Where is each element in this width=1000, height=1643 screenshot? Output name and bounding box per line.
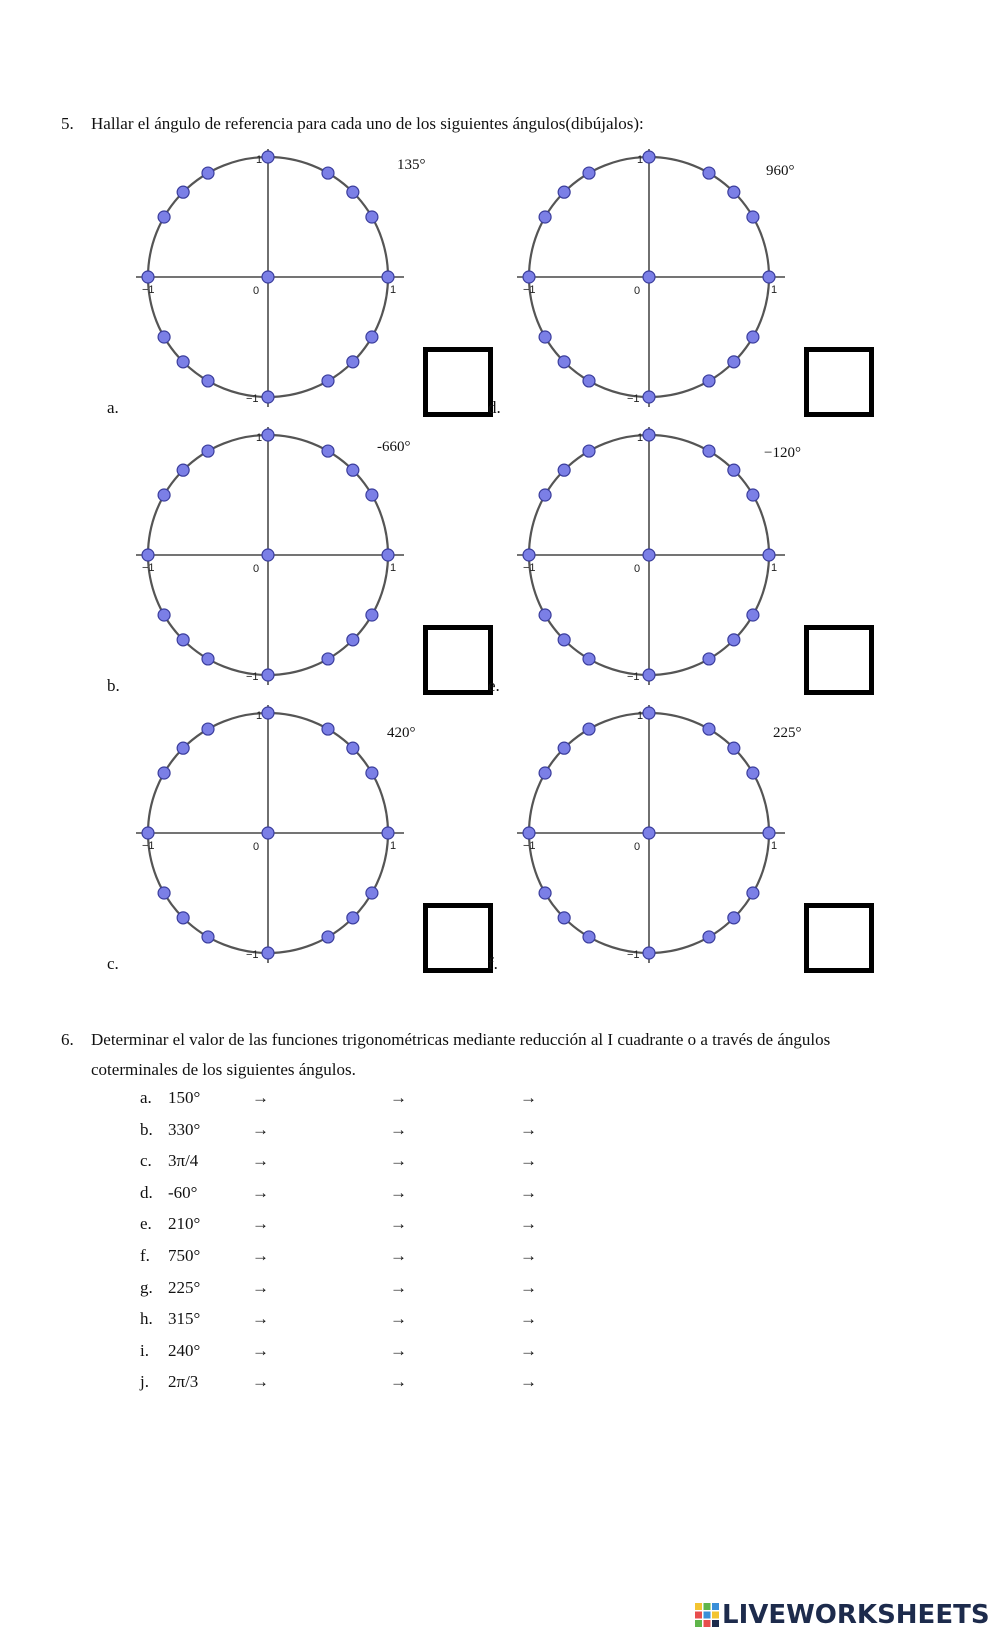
angle-point[interactable]: [728, 742, 740, 754]
liveworksheets-logo-icon: [694, 1602, 720, 1628]
angle-point[interactable]: [347, 634, 359, 646]
angle-point[interactable]: [322, 445, 334, 457]
origin-point[interactable]: [643, 549, 655, 561]
angle-point[interactable]: [539, 211, 551, 223]
item-letter: i.: [140, 1340, 149, 1360]
unit-circle[interactable]: [488, 153, 808, 418]
angle-point[interactable]: [177, 356, 189, 368]
angle-point[interactable]: [703, 375, 715, 387]
angle-point[interactable]: [262, 707, 274, 719]
angle-point[interactable]: [539, 331, 551, 343]
angle-point[interactable]: [202, 167, 214, 179]
axis-tick-label: −1: [142, 562, 155, 574]
item-letter: f.: [140, 1245, 150, 1265]
arrow-1: →: [252, 1182, 269, 1202]
arrow-2: →: [390, 1277, 407, 1297]
angle-point[interactable]: [177, 912, 189, 924]
unit-circle[interactable]: [488, 431, 808, 696]
angle-point[interactable]: [523, 271, 535, 283]
arrow-3: →: [520, 1119, 537, 1139]
unit-circle[interactable]: [107, 431, 427, 696]
arrow-2: →: [390, 1340, 407, 1360]
axis-tick-label: 1: [637, 710, 644, 722]
angle-point[interactable]: [558, 634, 570, 646]
angle-point[interactable]: [747, 211, 759, 223]
item-angle: -60°: [168, 1182, 198, 1202]
answer-input-box[interactable]: [423, 347, 493, 417]
angle-label: 225°: [773, 725, 802, 741]
unit-circle[interactable]: [107, 153, 427, 418]
angle-point[interactable]: [728, 912, 740, 924]
axis-tick-label: −1: [523, 562, 536, 574]
axis-tick-label: −1: [523, 840, 536, 852]
origin-point[interactable]: [262, 271, 274, 283]
axis-tick-label: −1: [627, 949, 640, 961]
angle-point[interactable]: [703, 445, 715, 457]
angle-point[interactable]: [202, 375, 214, 387]
axis-tick-label: −1: [246, 671, 259, 683]
angle-point[interactable]: [558, 356, 570, 368]
arrow-3: →: [520, 1151, 537, 1171]
arrow-2: →: [390, 1372, 407, 1392]
angle-point[interactable]: [347, 912, 359, 924]
angle-point[interactable]: [347, 356, 359, 368]
arrow-1: →: [252, 1151, 269, 1171]
axis-tick-label: 0: [253, 563, 260, 575]
axis-tick-label: 1: [256, 710, 263, 722]
arrow-3: →: [520, 1277, 537, 1297]
answer-input-box[interactable]: [423, 903, 493, 973]
angle-point[interactable]: [728, 634, 740, 646]
angle-point[interactable]: [347, 742, 359, 754]
unit-circle-panel: [107, 153, 487, 423]
footer-brand: [694, 1600, 990, 1630]
item-letter: d.: [140, 1182, 153, 1202]
angle-point[interactable]: [382, 549, 394, 561]
angle-point[interactable]: [366, 489, 378, 501]
angle-label: 135°: [397, 157, 426, 173]
item-angle: 225°: [168, 1277, 201, 1297]
unit-circle[interactable]: [488, 709, 808, 974]
axis-tick-label: 0: [253, 841, 260, 853]
angle-point[interactable]: [262, 947, 274, 959]
angle-point[interactable]: [763, 549, 775, 561]
angle-point[interactable]: [643, 707, 655, 719]
angle-point[interactable]: [177, 634, 189, 646]
axis-tick-label: −1: [142, 840, 155, 852]
angle-point[interactable]: [142, 827, 154, 839]
item-letter: e.: [140, 1214, 152, 1234]
angle-point[interactable]: [158, 887, 170, 899]
axis-tick-label: −1: [627, 393, 640, 405]
angle-point[interactable]: [747, 489, 759, 501]
angle-point[interactable]: [703, 167, 715, 179]
angle-point[interactable]: [322, 723, 334, 735]
angle-point[interactable]: [347, 186, 359, 198]
origin-point[interactable]: [643, 271, 655, 283]
item-angle: 330°: [168, 1119, 201, 1139]
item-letter: a.: [140, 1088, 152, 1107]
angle-point[interactable]: [747, 609, 759, 621]
angle-point[interactable]: [262, 669, 274, 681]
arrow-3: →: [520, 1309, 537, 1329]
answer-input-box[interactable]: [804, 347, 874, 417]
item-angle: 750°: [168, 1245, 201, 1265]
angle-point[interactable]: [366, 767, 378, 779]
angle-point[interactable]: [322, 375, 334, 387]
angle-point[interactable]: [539, 887, 551, 899]
angle-point[interactable]: [558, 186, 570, 198]
panel-letter: b.: [107, 676, 120, 695]
angle-label: -660°: [377, 439, 411, 455]
angle-point[interactable]: [728, 356, 740, 368]
angle-point[interactable]: [763, 271, 775, 283]
axis-tick-label: −1: [627, 671, 640, 683]
angle-label: 960°: [766, 163, 795, 179]
angle-point[interactable]: [366, 331, 378, 343]
axis-tick-label: 1: [771, 562, 778, 574]
angle-point[interactable]: [158, 609, 170, 621]
angle-point[interactable]: [539, 767, 551, 779]
item-angle: 240°: [168, 1340, 201, 1360]
axis-tick-label: −1: [523, 284, 536, 296]
angle-point[interactable]: [583, 445, 595, 457]
angle-point[interactable]: [583, 931, 595, 943]
arrow-2: →: [390, 1214, 407, 1234]
answer-input-box[interactable]: [804, 625, 874, 695]
arrow-2: →: [390, 1182, 407, 1202]
axis-tick-label: 0: [634, 841, 641, 853]
question-number: 5.: [61, 114, 74, 133]
axis-tick-label: 1: [771, 284, 778, 296]
angle-point[interactable]: [643, 429, 655, 441]
item-letter: c.: [140, 1151, 152, 1171]
angle-point[interactable]: [202, 653, 214, 665]
axis-tick-label: 1: [637, 154, 644, 166]
angle-point[interactable]: [322, 931, 334, 943]
angle-point[interactable]: [558, 464, 570, 476]
arrow-1: →: [252, 1245, 269, 1265]
angle-point[interactable]: [583, 723, 595, 735]
unit-circle-panel: [488, 431, 868, 701]
angle-point[interactable]: [158, 489, 170, 501]
question-text: Hallar el ángulo de referencia para cada uno de los siguientes ángulos(dibújalos):: [91, 114, 644, 133]
angle-point[interactable]: [763, 827, 775, 839]
answer-input-box[interactable]: [423, 625, 493, 695]
axis-tick-label: −1: [246, 949, 259, 961]
angle-point[interactable]: [142, 549, 154, 561]
angle-point[interactable]: [366, 887, 378, 899]
angle-point[interactable]: [382, 271, 394, 283]
arrow-1: →: [252, 1214, 269, 1234]
panel-letter: e.: [488, 676, 500, 695]
angle-point[interactable]: [158, 211, 170, 223]
arrow-2: →: [390, 1088, 407, 1107]
axis-tick-label: −1: [246, 393, 259, 405]
angle-point[interactable]: [747, 887, 759, 899]
arrow-1: →: [252, 1119, 269, 1139]
question-5-heading: [61, 109, 961, 139]
angle-point[interactable]: [202, 723, 214, 735]
panel-letter: a.: [107, 398, 119, 417]
question-text-line-1: Determinar el valor de las funciones trigonométricas mediante reducción al I cuadrante o a través de ángulos: [91, 1030, 831, 1049]
angle-point[interactable]: [643, 669, 655, 681]
angle-point[interactable]: [202, 931, 214, 943]
unit-circle[interactable]: [107, 709, 427, 974]
arrow-1: →: [252, 1277, 269, 1297]
unit-circle-panel: [107, 709, 487, 979]
angle-point[interactable]: [262, 151, 274, 163]
angle-point[interactable]: [382, 827, 394, 839]
unit-circle-panel: [488, 153, 868, 423]
arrow-2: →: [390, 1245, 407, 1265]
axis-tick-label: 1: [390, 840, 397, 852]
angle-point[interactable]: [747, 767, 759, 779]
axis-tick-label: −1: [142, 284, 155, 296]
angle-point[interactable]: [262, 391, 274, 403]
item-angle: 315°: [168, 1309, 201, 1329]
arrow-1: →: [252, 1088, 269, 1107]
angle-point[interactable]: [728, 186, 740, 198]
item-angle: 210°: [168, 1214, 201, 1234]
arrow-3: →: [520, 1214, 537, 1234]
item-letter: h.: [140, 1309, 153, 1329]
angle-point[interactable]: [158, 767, 170, 779]
arrow-3: →: [520, 1340, 537, 1360]
origin-point[interactable]: [262, 827, 274, 839]
arrow-1: →: [252, 1372, 269, 1392]
answer-input-box[interactable]: [804, 903, 874, 973]
angle-point[interactable]: [366, 609, 378, 621]
unit-circle-panel: [488, 709, 868, 979]
item-letter: j.: [140, 1372, 149, 1392]
angle-point[interactable]: [728, 464, 740, 476]
axis-tick-label: 1: [256, 432, 263, 444]
axis-tick-label: 0: [634, 563, 641, 575]
axis-tick-label: 1: [637, 432, 644, 444]
question-text-line-2: coterminales de los siguientes ángulos.: [91, 1060, 356, 1079]
angle-point[interactable]: [583, 653, 595, 665]
angle-point[interactable]: [523, 549, 535, 561]
angle-point[interactable]: [558, 742, 570, 754]
angle-point[interactable]: [142, 271, 154, 283]
brand-name: LIVEWORKSHEETS: [722, 1600, 990, 1630]
unit-circle-panel: [107, 431, 487, 701]
angle-point[interactable]: [558, 912, 570, 924]
angle-point[interactable]: [583, 167, 595, 179]
arrow-3: →: [520, 1245, 537, 1265]
angle-point[interactable]: [177, 186, 189, 198]
angle-point[interactable]: [347, 464, 359, 476]
angle-point[interactable]: [177, 464, 189, 476]
item-angle: 3π/4: [168, 1151, 199, 1171]
angle-label: −120°: [764, 445, 801, 461]
arrow-3: →: [520, 1182, 537, 1202]
axis-tick-label: 1: [771, 840, 778, 852]
angle-point[interactable]: [262, 429, 274, 441]
panel-letter: d.: [488, 398, 501, 417]
origin-point[interactable]: [643, 827, 655, 839]
axis-tick-label: 0: [634, 285, 641, 297]
angle-point[interactable]: [703, 723, 715, 735]
axis-tick-label: 1: [390, 284, 397, 296]
angle-label: 420°: [387, 725, 416, 741]
question-number: 6.: [61, 1030, 74, 1049]
origin-point[interactable]: [262, 549, 274, 561]
item-angle: 2π/3: [168, 1372, 199, 1392]
arrow-3: →: [520, 1088, 537, 1107]
arrow-2: →: [390, 1119, 407, 1139]
panel-letter: c.: [107, 954, 119, 973]
axis-tick-label: 0: [253, 285, 260, 297]
question-6-heading: [61, 1025, 961, 1087]
axis-tick-label: 1: [390, 562, 397, 574]
angle-point[interactable]: [703, 931, 715, 943]
angle-point[interactable]: [177, 742, 189, 754]
angle-point[interactable]: [643, 947, 655, 959]
item-letter: g.: [140, 1277, 153, 1297]
angle-point[interactable]: [703, 653, 715, 665]
angle-point[interactable]: [583, 375, 595, 387]
angle-point[interactable]: [539, 609, 551, 621]
arrow-1: →: [252, 1340, 269, 1360]
arrow-1: →: [252, 1309, 269, 1329]
angle-point[interactable]: [322, 167, 334, 179]
angle-point[interactable]: [539, 489, 551, 501]
angle-point[interactable]: [523, 827, 535, 839]
item-angle: 150°: [168, 1088, 201, 1107]
panel-letter: f.: [488, 954, 498, 973]
angle-point[interactable]: [322, 653, 334, 665]
arrow-2: →: [390, 1309, 407, 1329]
angle-point[interactable]: [747, 331, 759, 343]
angle-point[interactable]: [643, 391, 655, 403]
axis-tick-label: 1: [256, 154, 263, 166]
angle-point[interactable]: [643, 151, 655, 163]
arrow-3: →: [520, 1372, 537, 1392]
angle-point[interactable]: [366, 211, 378, 223]
item-letter: b.: [140, 1119, 153, 1139]
angle-point[interactable]: [158, 331, 170, 343]
arrow-2: →: [390, 1151, 407, 1171]
angle-point[interactable]: [202, 445, 214, 457]
